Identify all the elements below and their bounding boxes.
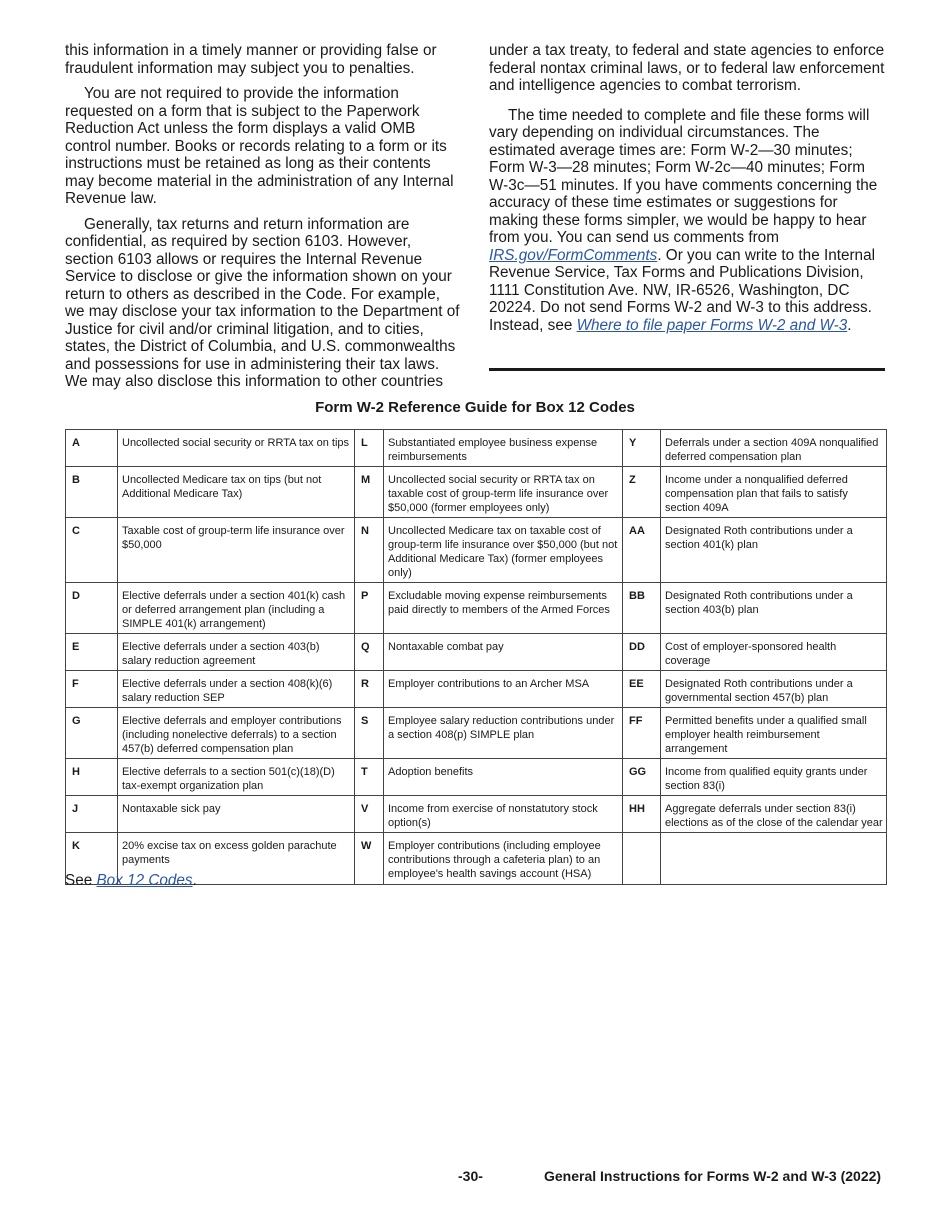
see-prefix: See <box>65 872 97 889</box>
table-row <box>66 430 887 467</box>
box12-code: M <box>355 467 384 518</box>
box12-description: Income from exercise of nonstatutory stock option(s) <box>384 796 623 833</box>
see-box12-note <box>65 872 197 890</box>
box12-description: Taxable cost of group-term life insurance over $50,000 <box>118 518 355 583</box>
footer-title: General Instructions for Forms W-2 and W-3 (2022) <box>544 1168 882 1184</box>
box12-code: G <box>66 708 118 759</box>
left-column <box>65 42 463 399</box>
box12-description: Uncollected Medicare tax on tips (but not Additional Medicare Tax) <box>118 467 355 518</box>
box12-code: B <box>66 467 118 518</box>
box12-description: Elective deferrals under a section 401(k) cash or deferred arrangement plan (including a SIMPLE 401(k) arrangement) <box>118 583 355 634</box>
box12-code: K <box>66 833 118 885</box>
table-row <box>66 671 887 708</box>
box12-description: Income from qualified equity grants under section 83(i) <box>661 759 887 796</box>
box12-codes-body <box>66 430 887 885</box>
box12-code: S <box>355 708 384 759</box>
box12-description: Employer contributions (including employee contributions through a cafeteria plan) to an employee's health savings account (HSA) <box>384 833 623 885</box>
paragraph-paperwork-reduction: You are not required to provide the information requested on a form that is subject to the Paperwork Reduction Act unless the form displays a valid OMB control number. Books or records relating to a form or its instructions must be retained as long as their contents may become material in the administration of any Internal Revenue law. <box>65 85 454 207</box>
box12-code: N <box>355 518 384 583</box>
form-comments-link[interactable]: IRS.gov/FormComments <box>489 246 658 264</box>
box12-description: Elective deferrals to a section 501(c)(18)(D) tax-exempt organization plan <box>118 759 355 796</box>
box12-code: V <box>355 796 384 833</box>
reference-guide-title: Form W-2 Reference Guide for Box 12 Codes <box>315 399 635 416</box>
box12-code: P <box>355 583 384 634</box>
box12-code: Y <box>623 430 661 467</box>
box12-description <box>661 833 887 885</box>
box12-code: EE <box>623 671 661 708</box>
box12-description: Employee salary reduction contributions under a section 408(p) SIMPLE plan <box>384 708 623 759</box>
box12-description: Nontaxable combat pay <box>384 634 623 671</box>
table-row <box>66 583 887 634</box>
box12-code: W <box>355 833 384 885</box>
box12-code: A <box>66 430 118 467</box>
box12-codes-link[interactable]: Box 12 Codes <box>96 872 193 889</box>
box12-code: C <box>66 518 118 583</box>
box12-description: Elective deferrals under a section 408(k)(6) salary reduction SEP <box>118 671 355 708</box>
paragraph-time-estimates <box>489 107 887 335</box>
box12-codes-table <box>65 429 887 885</box>
box12-description: Cost of employer-sponsored health coverage <box>661 634 887 671</box>
box12-code: D <box>66 583 118 634</box>
box12-code: Z <box>623 467 661 518</box>
box12-code: J <box>66 796 118 833</box>
box12-code: DD <box>623 634 661 671</box>
box12-description: Aggregate deferrals under section 83(i) elections as of the close of the calendar year <box>661 796 887 833</box>
box12-code: R <box>355 671 384 708</box>
table-row <box>66 796 887 833</box>
box12-description: Uncollected social security or RRTA tax on tips <box>118 430 355 467</box>
box12-code: T <box>355 759 384 796</box>
table-row <box>66 708 887 759</box>
table-row <box>66 467 887 518</box>
box12-code: FF <box>623 708 661 759</box>
box12-description: Elective deferrals and employer contributions (including nonelective deferrals) to a section 457(b) deferred compensation plan <box>118 708 355 759</box>
box12-description: Elective deferrals under a section 403(b) salary reduction agreement <box>118 634 355 671</box>
table-row <box>66 759 887 796</box>
section-divider <box>489 368 885 371</box>
box12-description: Nontaxable sick pay <box>118 796 355 833</box>
box12-code: F <box>66 671 118 708</box>
right-column <box>489 42 887 342</box>
box12-code: E <box>66 634 118 671</box>
box12-description: Uncollected Medicare tax on taxable cost of group-term life insurance over $50,000 (but not Additional Medicare Tax) (former employees only) <box>384 518 623 583</box>
box12-code: BB <box>623 583 661 634</box>
box12-description: Income under a nonqualified deferred compensation plan that fails to satisfy section 409A <box>661 467 887 518</box>
box12-description: Designated Roth contributions under a section 401(k) plan <box>661 518 887 583</box>
time-estimates-text-3: . <box>847 316 852 334</box>
table-row <box>66 518 887 583</box>
box12-description: Employer contributions to an Archer MSA <box>384 671 623 708</box>
page-number: -30- <box>458 1168 483 1184</box>
paragraph-tax-treaty: under a tax treaty, to federal and state agencies to enforce federal nontax criminal laws, or to federal law enforcement and intelligence agencies to combat terrorism. <box>489 42 885 94</box>
box12-code: GG <box>623 759 661 796</box>
box12-description: Adoption benefits <box>384 759 623 796</box>
time-estimates-text-2: . Or you can write to the Internal Revenue Service, Tax Forms and Publications Division, 1111 Constitution Ave. NW, IR-6526, Washington, DC 20224. Do not send Forms W-2 and W-3 to this address. Instead, see <box>489 246 875 334</box>
box12-code: Q <box>355 634 384 671</box>
box12-description: Designated Roth contributions under a section 403(b) plan <box>661 583 887 634</box>
box12-description: Substantiated employee business expense reimbursements <box>384 430 623 467</box>
table-row <box>66 634 887 671</box>
box12-code: HH <box>623 796 661 833</box>
see-suffix: . <box>192 872 197 889</box>
time-estimates-text-1: The time needed to complete and file these forms will vary depending on individual circumstances. The estimated average times are: Form W-2—30 minutes; Form W-3—28 minutes; Form W-2c—40 minutes; Form W-3c—51 minutes. If you have comments concerning the accuracy of these time estimates or suggestions for making these forms simpler, we would be happy to hear from you. You can send us comments from <box>489 106 878 246</box>
box12-code <box>623 833 661 885</box>
paragraph-confidentiality: Generally, tax returns and return information are confidential, as required by section 6103. However, section 6103 allows or requires the Internal Revenue Service to disclose or give the information shown on your return to others as described in the Code. For example, we may disclose your tax information to the Department of Justice for civil and/or criminal litigation, and to cities, states, the District of Columbia, and U.S. commonwealths and possessions for use in administering their tax laws. We may also disclose this information to other countries <box>65 215 460 390</box>
box12-code: H <box>66 759 118 796</box>
box12-description: Deferrals under a section 409A nonqualified deferred compensation plan <box>661 430 887 467</box>
box12-code: L <box>355 430 384 467</box>
box12-code: AA <box>623 518 661 583</box>
box12-description: Uncollected social security or RRTA tax on taxable cost of group-term life insurance over $50,000 (former employees only) <box>384 467 623 518</box>
box12-description: 20% excise tax on excess golden parachute payments <box>118 833 355 885</box>
box12-description: Permitted benefits under a qualified small employer health reimbursement arrangement <box>661 708 887 759</box>
paragraph-penalties: this information in a timely manner or providing false or fraudulent information may subject you to penalties. <box>65 42 437 77</box>
box12-description: Excludable moving expense reimbursements paid directly to members of the Armed Forces <box>384 583 623 634</box>
box12-description: Designated Roth contributions under a governmental section 457(b) plan <box>661 671 887 708</box>
where-to-file-link[interactable]: Where to file paper Forms W-2 and W-3 <box>576 316 848 334</box>
